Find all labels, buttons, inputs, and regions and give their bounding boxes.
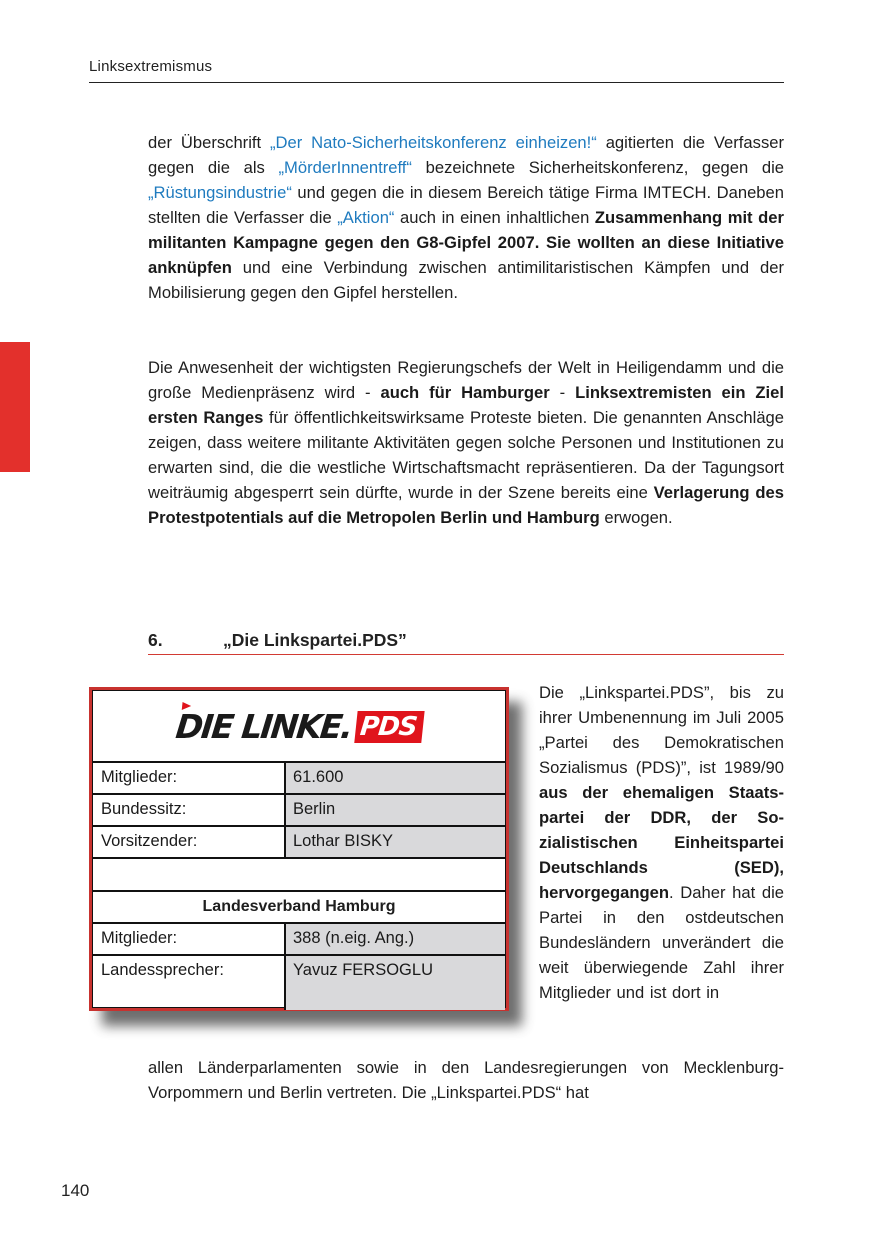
text-run: erwogen. [599,508,673,527]
text-run: der Überschrift [148,133,271,152]
section-number: 6. [148,630,163,650]
row-label: Mitglieder: [93,924,286,954]
section-heading [148,628,784,655]
emphasis: Linksextremisten ein Ziel ersten Ranges [148,383,785,427]
row-value: 388 (n.eig. Ang.) [286,924,505,954]
header-rule [89,82,784,83]
page-number: 140 [61,1181,90,1200]
emphasis: Zusammenhang mit der militanten Kampagne gegen den G8-Gipfel 2007. Sie wollten an diese Initiative anknüpfen [148,208,784,277]
text-run: für öffentlichkeitswirksame Proteste bieten. Die genannten Anschläge zeigen, dass weitere militante Aktivitäten gegen solche Personen und Institutionen zu erwarten sind, die die westliche Wirtschaftsmacht repräsentieren. Da der Tagungsort weiträumig abgesperrt sein dürfte, wurde in der Szene bereits eine [148,408,785,502]
text-run: agitierten die Verfasser gegen die als [148,133,784,177]
row-value: Lothar BISKY [286,827,505,857]
text-run: auch in einen inhaltlichen [394,208,595,227]
logo-wordmark: DIE LINKE. [173,706,354,746]
quoted-term: „Rüstungsindustrie“ [148,183,292,202]
row-label: Vorsitzender: [93,827,286,857]
row-label: Mitglieder: [93,763,286,793]
table-row [93,924,505,956]
row-value: 61.600 [286,763,505,793]
text-run: und gegen die in diesem Bereich tätige Firma IMTECH. Daneben stellten die Verfasser die [148,183,784,227]
section-title: „Die Linkspartei.PDS” [223,630,407,650]
paragraph-1 [148,130,784,305]
table-row [93,956,505,1010]
row-value: Berlin [286,795,505,825]
paragraph-3-column [539,680,784,1005]
logo-badge: PDS [354,710,424,742]
text-run: - [549,383,576,402]
text-run: Die „Linkspartei.PDS”, bis zu ihrer Umbenennung im Juli 2005 „Partei des Demokratischen Sozialismus (PDS)”, ist 1989/90 [539,683,784,777]
regional-heading: Landesverband Hamburg [93,892,505,924]
row-value: Yavuz FERSOGLU [286,956,505,1010]
running-head: Linksextremismus [89,58,213,75]
quoted-title: „Der Nato-Sicherheitskonferenz einheizen!“ [270,133,597,152]
party-info-box [89,687,509,1011]
table-row [93,827,505,859]
table-row [93,763,505,795]
party-logo [174,707,425,746]
emphasis: auch für Hamburger [380,383,550,402]
emphasis: aus der ehemaligen Staatspartei der DDR, der Sozialistischen Einheitspartei Deutschlands (SED), hervorgegangen [539,783,784,902]
text-run: . Daher hat die Partei in den ostdeutschen Bundesländern unverändert die weit überwiegende Zahl ihrer Mitglieder und ist dort in [539,883,784,1002]
paragraph-3-continuation: allen Länderparlamenten sowie in den Landesregierungen von Mecklenburg-Vorpommern und Berlin vertreten. Die „Linkspartei.PDS“ hat [148,1058,784,1102]
row-label: Landessprecher: [93,956,286,1010]
text-run: und eine Verbindung zwischen antimilitaristischen Kämpfen und der Mobilisierung gegen den Gipfel herstellen. [148,258,784,302]
text-run: Die Anwesenheit der wichtigsten Regierungschefs der Welt in Heiligendamm und die große Medienpräsenz wird - [148,358,784,402]
text-run: bezeichnete Sicherheitskonferenz, gegen die [411,158,784,177]
info-box-inner [92,690,506,1008]
emphasis: Verlagerung des Protestpotentials auf die Metropolen Berlin und Hamburg [148,483,784,527]
table-row [93,795,505,827]
quoted-term: „Aktion“ [337,208,395,227]
quoted-term: „MörderInnentreff“ [278,158,412,177]
row-label: Bundessitz: [93,795,286,825]
spacer-row [93,859,505,892]
chapter-thumb-tab [0,342,30,472]
paragraph-2 [148,355,784,530]
logo-row [93,691,505,763]
